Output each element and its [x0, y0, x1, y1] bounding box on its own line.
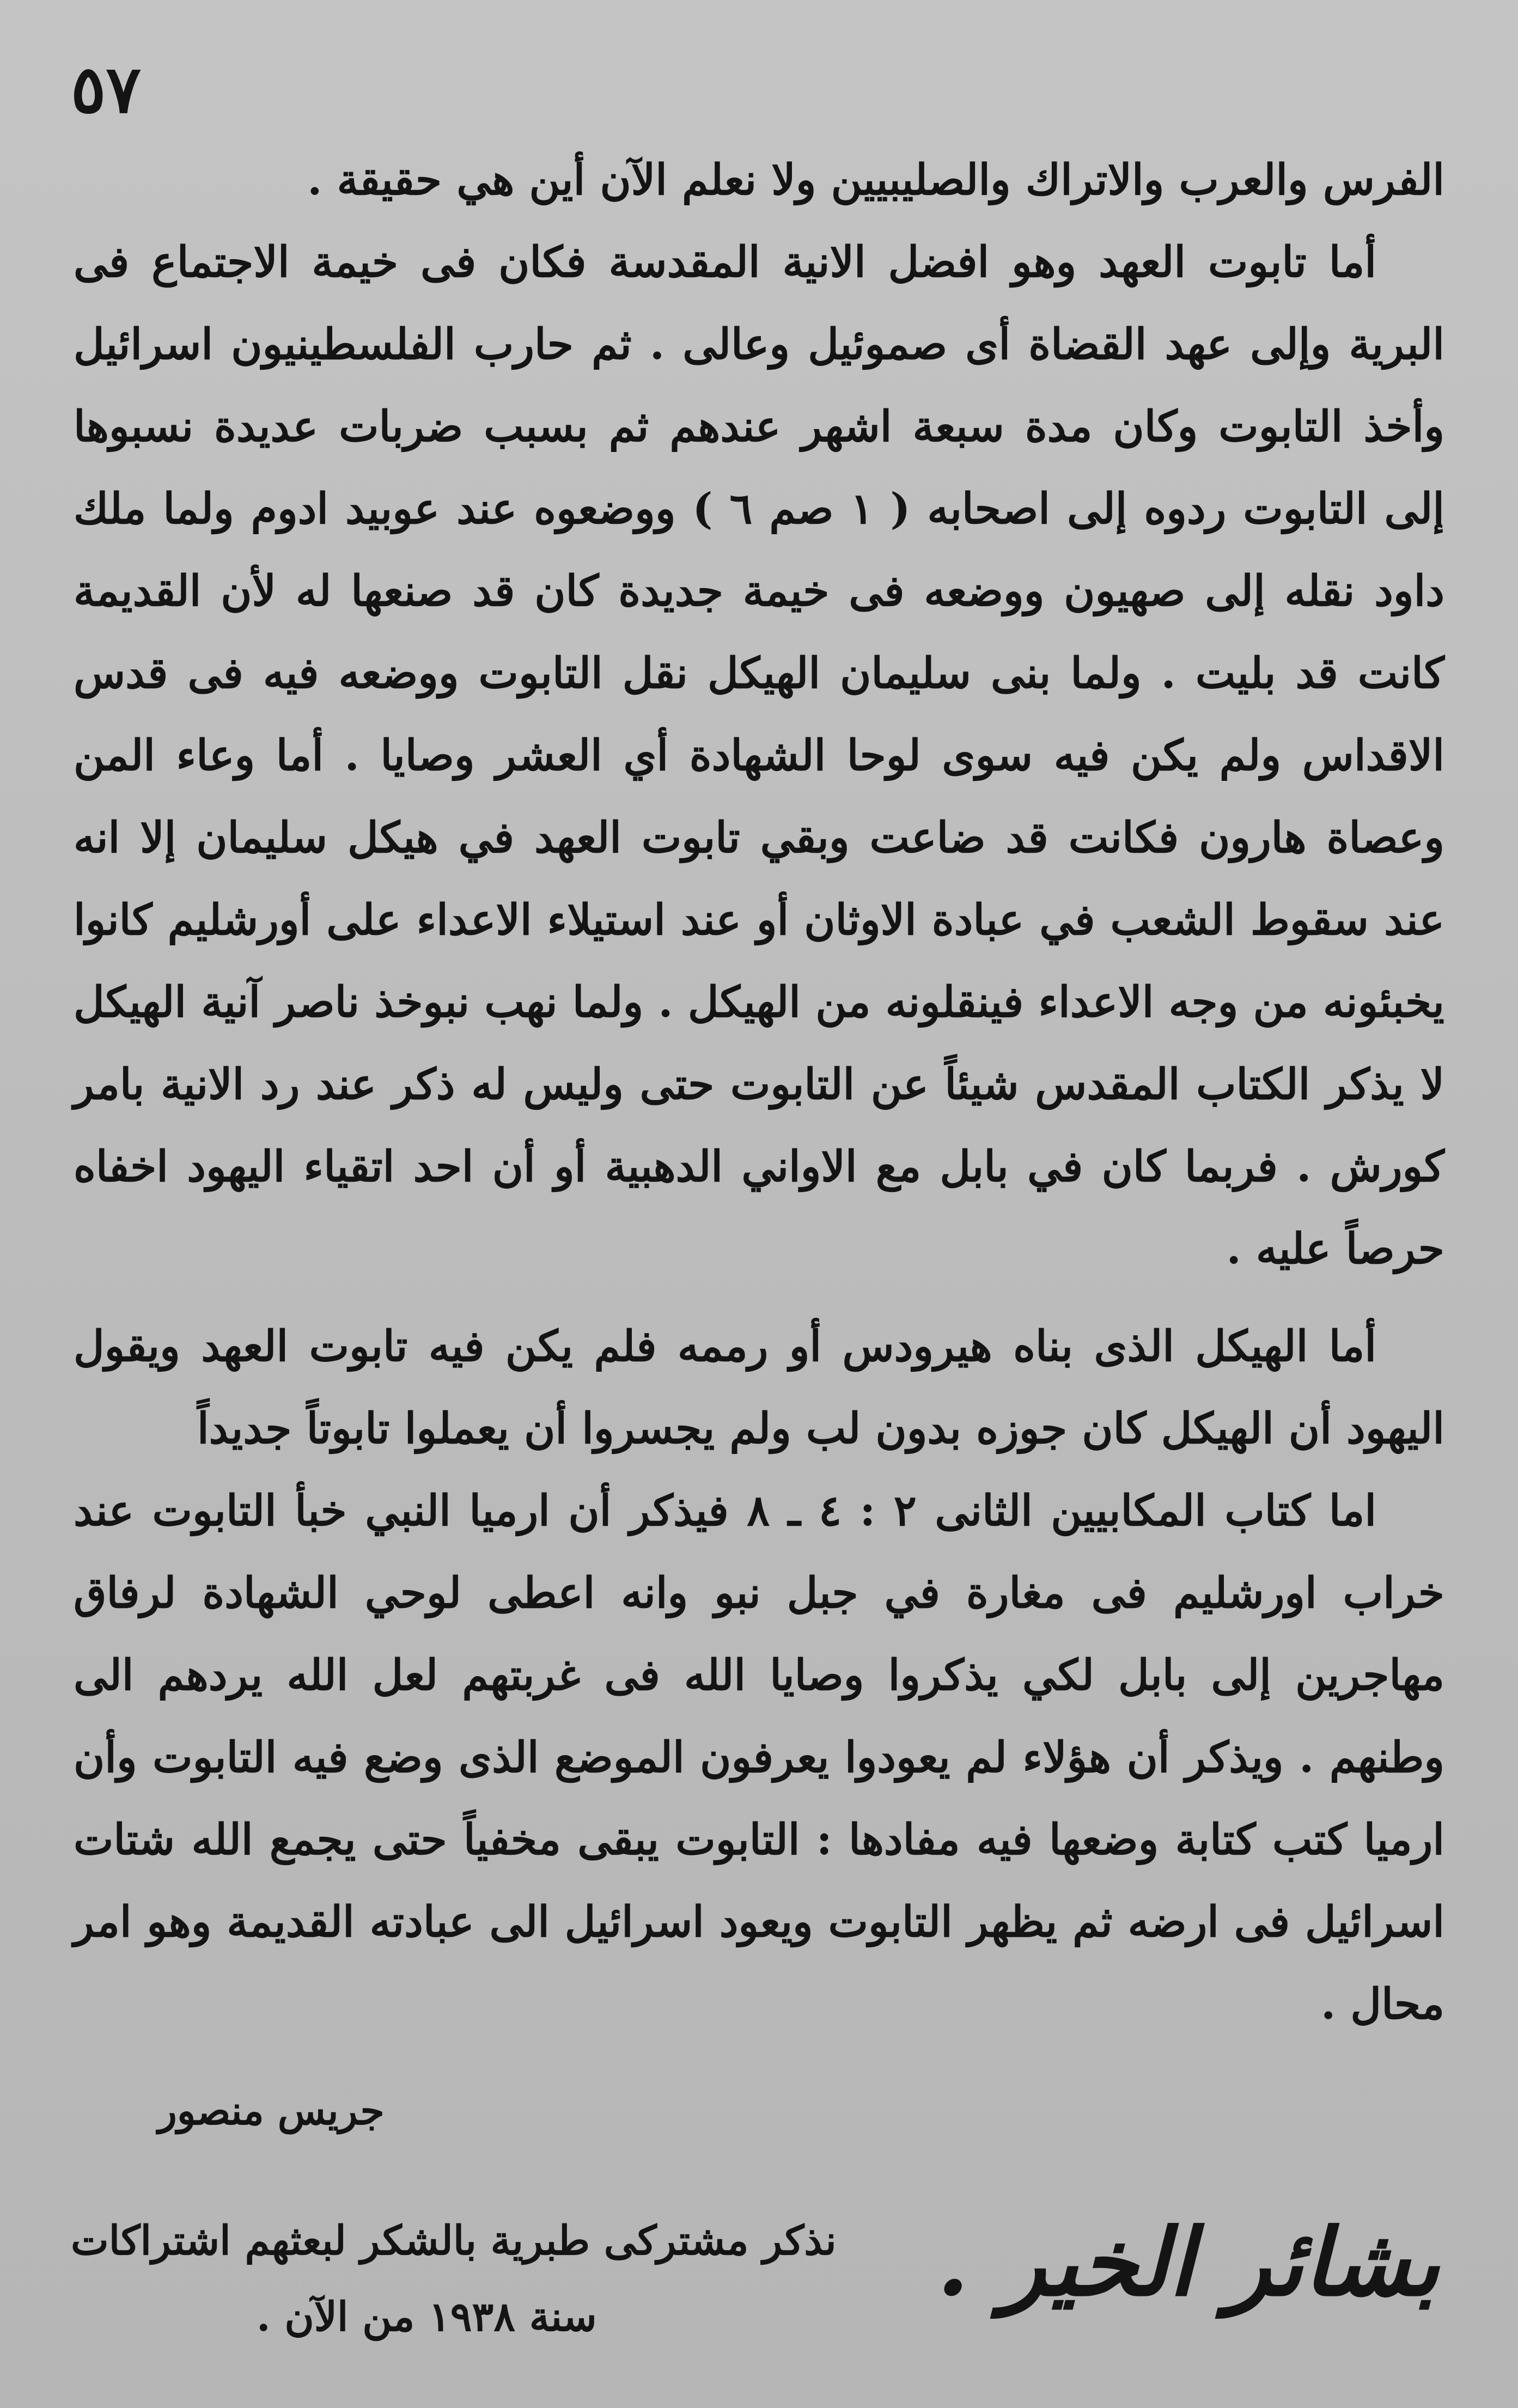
article-body — [74, 139, 1444, 2045]
notice-line-1: نذكر مشتركى طبرية بالشكر لبعثهم اشتراكات — [71, 2217, 837, 2264]
subscription-notice — [71, 2203, 837, 2355]
paragraph-3: أما الهيكل الذى بناه هيرودس أو رممه فلم يكن فيه تابوت العهد ويقول اليهود أن الهيكل كان جوزه بدون لب ولم يجسروا أن يعملوا تابوتاً جديداً — [74, 1322, 1444, 1453]
notice-line-2: سنة ١٩٣٨ من الآن . — [256, 2294, 597, 2340]
paragraph-1: الفرس والعرب والاتراك والصليبيين ولا نعلم الآن أين هي حقيقة . — [307, 155, 1444, 205]
author-signature: جريس منصور — [158, 2087, 385, 2134]
page-number: ٥٧ — [71, 51, 141, 128]
publication-logo: بشائر الخير . — [937, 2208, 1440, 2317]
paragraph-2: أما تابوت العهد وهو افضل الانية المقدسة فكان فى خيمة الاجتماع فى البرية وإلى عهد القضاة أى صموئيل وعالى . ثم حارب الفلسطينيون اسرائيل وأخذ التابوت وكان مدة سبعة اشهر عندهم ثم بسبب ضربات عديدة نسبوها إلى التابوت ردوه إلى اصحابه ( ١ صم ٦ ) ووضعوه عند عوبيد ادوم ولما ملك داود نقله إلى صهيون ووضعه فى خيمة جديدة كان قد صنعها له لأن القديمة كانت قد بليت . ولما بنى سليمان الهيكل نقل التابوت ووضعه فيه فى قدس الاقداس ولم يكن فيه سوى لوحا الشهادة أي العشر وصايا . أما وعاء المن وعصاة هارون فكانت قد ضاعت وبقي تابوت العهد في هيكل سليمان إلا انه عند سقوط الشعب في عبادة الاوثان أو عند استيلاء الاعداء على أورشليم كانوا يخبئونه من وجه الاعداء فينقلونه من الهيكل . ولما نهب نبوخذ ناصر آنية الهيكل لا يذكر الكتاب المقدس شيئاً عن التابوت حتى وليس له ذكر عند رد الانية بامر كورش . فربما كان في بابل مع الاواني الدهبية أو أن احد اتقياء اليهود اخفاه حرصاً عليه . — [74, 237, 1445, 1274]
paragraph-4: اما كتاب المكابيين الثانى ٢ : ٤ ـ ٨ فيذكر أن ارميا النبي خبأ التابوت عند خراب اورشليم فى مغارة في جبل نبو وانه اعطى لوحي الشهادة لرفاق مهاجرين إلى بابل لكي يذكروا وصايا الله فى غربتهم لعل الله يردهم الى وطنهم . ويذكر أن هؤلاء لم يعودوا يعرفون الموضع الذى وضع فيه التابوت وأن ارميا كتب كتابة وضعها فيه مفادها : التابوت يبقى مخفياً حتى يجمع الله شتات اسرائيل فى ارضه ثم يظهر التابوت ويعود اسرائيل الى عبادته القديمة وهو امر محال . — [74, 1486, 1444, 2029]
